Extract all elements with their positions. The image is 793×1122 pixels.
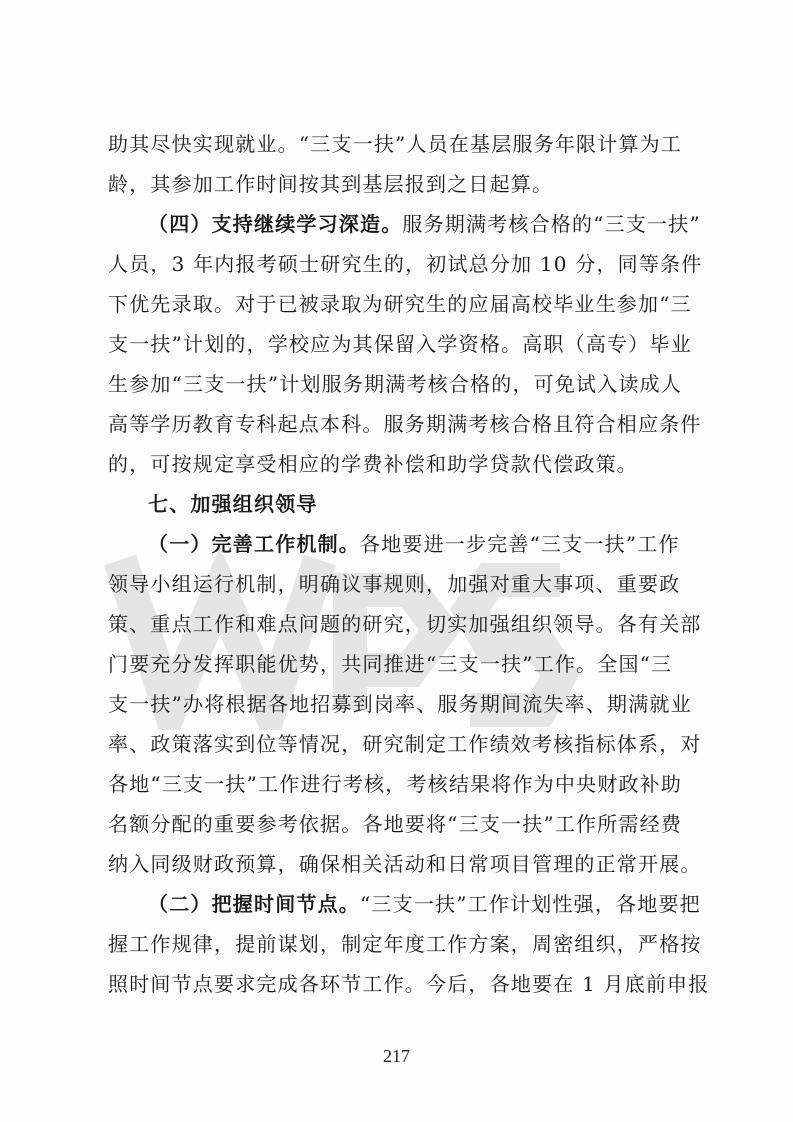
text-line: 名额分配的重要参考依据。各地要将“三支一扶”工作所需经费: [108, 812, 683, 836]
paragraph-text: 各地要进一步完善“三支一扶”工作: [360, 532, 680, 556]
paragraph-time-nodes: [108, 884, 710, 1004]
text-line: 支一扶”办将根据各地招募到岗率、服务期间流失率、期满就业: [108, 692, 692, 716]
text-line: [108, 884, 701, 924]
paragraph-work-mechanism: [108, 524, 702, 884]
text-line: 率、政策落实到位等情况，研究制定工作绩效考核指标体系，对: [108, 732, 702, 756]
paragraph-title: （二）把握时间节点。: [148, 892, 360, 916]
text-line: 龄，其参加工作时间按其到基层报到之日起算。: [108, 172, 554, 196]
text-line: 生参加“三支一扶”计划服务期满考核合格的，可免试入读成人: [108, 372, 683, 396]
paragraph-title: （一）完善工作机制。: [148, 532, 360, 556]
text-line: 策、重点工作和难点问题的研究，切实加强组织领导。各有关部: [108, 612, 702, 636]
page-number: 217: [383, 1046, 410, 1066]
paragraph-title: （四）支持继续学习深造。: [148, 212, 403, 236]
text-line: 各地“三支一扶”工作进行考核，考核结果将作为中央财政补助: [108, 772, 683, 796]
paragraph-text: 服务期满考核合格的“三支一扶”: [402, 212, 701, 236]
text-line: [108, 204, 701, 244]
document-body: [108, 124, 710, 1004]
text-line: 纳入同级财政预算，确保相关活动和日常项目管理的正常开展。: [108, 852, 702, 876]
text-line: 的，可按规定享受相应的学费补偿和助学贷款代偿政策。: [108, 452, 638, 476]
text-line: 下优先录取。对于已被录取为研究生的应届高校毕业生参加“三: [108, 292, 692, 316]
text-line: 照时间节点要求完成各环节工作。今后，各地要在 1 月底前申报: [108, 972, 710, 996]
text-line: 助其尽快实现就业。“三支一扶”人员在基层服务年限计算为工: [108, 132, 683, 156]
text-line: 支一扶”计划的，学校应为其保留入学资格。高职（高专）毕业: [108, 332, 692, 356]
text-line: 领导小组运行机制，明确议事规则，加强对重大事项、重要政: [108, 572, 681, 596]
paragraph-further-study: [108, 204, 703, 484]
text-line: 高等学历教育专科起点本科。服务期满考核合格且符合相应条件: [108, 412, 702, 436]
text-line: 人员，3 年内报考硕士研究生的，初试总分加 10 分，同等条件: [108, 252, 703, 276]
section-heading: 七、加强组织领导: [148, 492, 318, 516]
paragraph-employment: [108, 124, 688, 204]
text-line: [108, 524, 688, 564]
paragraph-text: “三支一扶”工作计划性强，各地要把: [360, 892, 701, 916]
text-line: 门要充分发挥职能优势，共同推进“三支一扶”工作。全国“三: [108, 652, 673, 676]
text-line: 握工作规律，提前谋划，制定年度工作方案，周密组织，严格按: [108, 932, 702, 956]
